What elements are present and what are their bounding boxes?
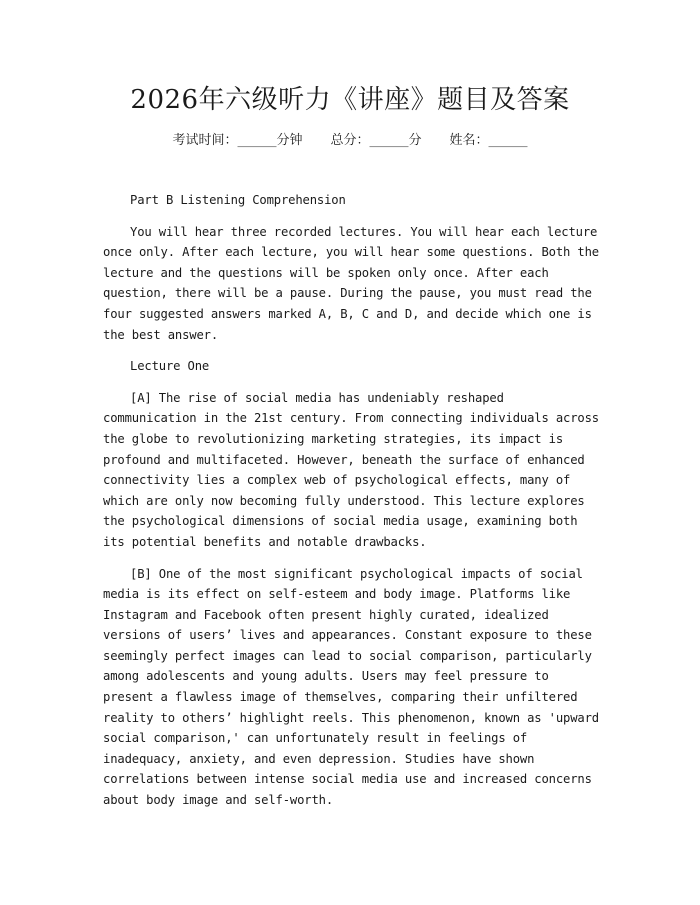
- exam-score-field: 总分：______分: [330, 133, 422, 148]
- section-heading: Part B Listening Comprehension: [130, 193, 346, 207]
- lecture-paragraph-b: [B] One of the most significant psychological impacts of social media is its effect on self-esteem and body image. Platforms like Instagram and Facebook often present highly curated, idealized versions of users’ lives and appearances. Constant exposure to these seemingly perfect images can lead to social comparison, particularly among adolescents and young adults. Users may feel pressure to present a flawless image of themselves, comparing their unfiltered reality to others’ highlight reels. This phenomenon, known as 'upward social comparison,' can unfortunately result in feelings of inadequacy, anxiety, and even depression. Studies have shown correlations between intense social media use and increased concerns about body image and self-worth.: [103, 566, 599, 808]
- page-title: 2026年六级听力《讲座》题目及答案: [130, 85, 570, 115]
- student-name-field: 姓名：______: [449, 133, 528, 148]
- exam-meta: [0, 132, 700, 150]
- exam-time-field: 考试时间：______分钟: [172, 133, 303, 148]
- lecture-paragraph-a: [A] The rise of social media has undeniably reshaped communication in the 21st century. From connecting individuals across the globe to revolutionizing marketing strategies, its impact is profound and multifaceted. However, beneath the surface of enhanced connectivity lies a complex web of psychological effects, many of which are only now becoming fully understood. This lecture explores the psychological dimensions of social media usage, examining both its potential benefits and notable drawbacks.: [103, 390, 599, 549]
- lecture-heading: Lecture One: [130, 359, 210, 374]
- instructions-paragraph: You will hear three recorded lectures. You will hear each lecture once only. After each lecture, you will hear some questions. Both the lecture and the questions will be spoken only once. After each question, there will be a pause. During the pause, you must read the four suggested answers marked A, B, C and D, and decide which one is the best answer.: [103, 224, 599, 342]
- document-body: [103, 190, 603, 822]
